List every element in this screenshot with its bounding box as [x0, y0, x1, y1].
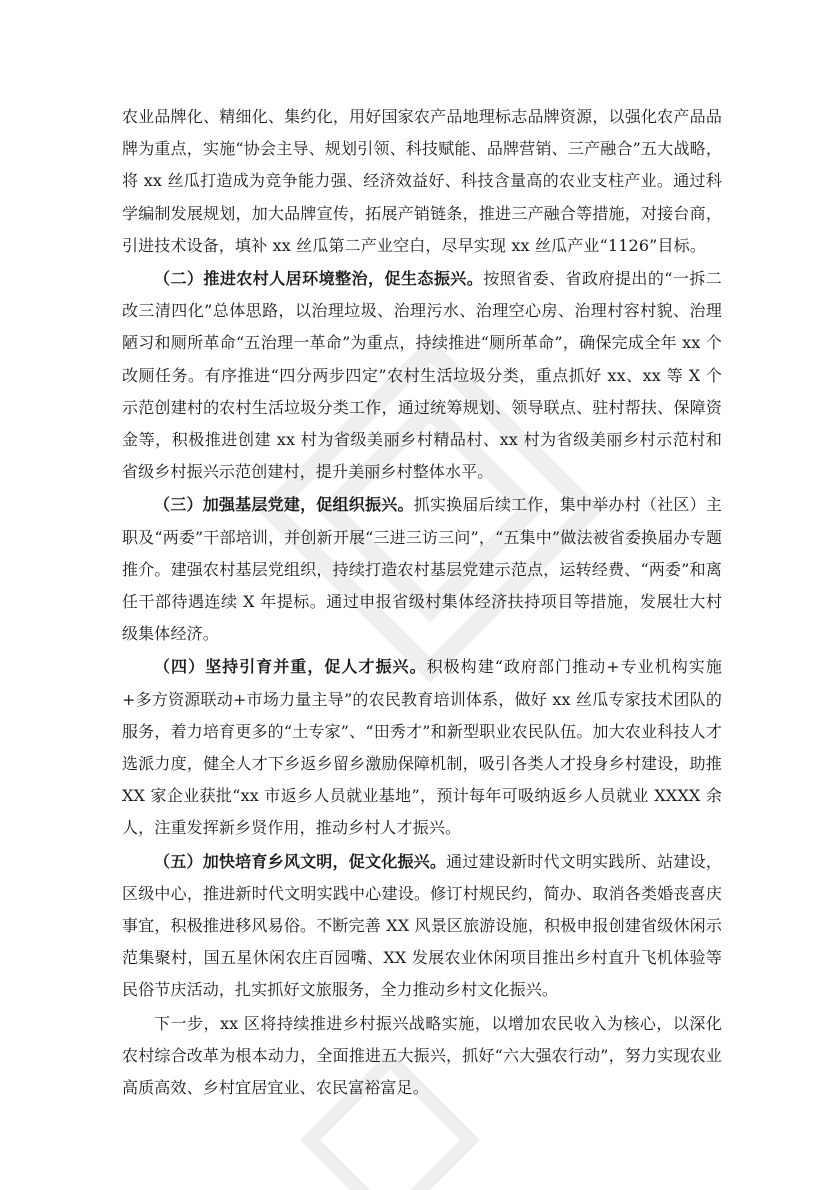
paragraph-text: 下一步，xx 区将持续推进乡村振兴战略实施，以增加农民收入为核心，以深化农村综合改革为根本动力，全面推进五大振兴，抓好“六大强农行动”，努力实现农业高质高效、乡村宜居宜业、农民富裕富足。: [122, 1013, 722, 1098]
section-heading-organization: （三）加强基层党建，促组织振兴。: [154, 495, 414, 515]
section-heading-ecology: （二）推进农村人居环境整治，促生态振兴。: [154, 269, 484, 289]
paragraph-text: 抓实换届后续工作，集中举办村（社区）主职及“两委”干部培训，并创新开展“三进三访三问”，“五集中”做法被省委换届办专题推介。建强农村基层党组织，持续打造农村基层党建示范点，运转经费、“两委”和离任干部待遇连续 X 年提标。通过申报省级村集体经济扶持项目等措施，发展壮大村级集体经济。: [122, 495, 722, 644]
paragraph-talent: [122, 651, 722, 844]
paragraph-text: 通过建设新时代文明实践所、站建设，区级中心，推进新时代文明实践中心建设。修订村规民约，简办、取消各类婚丧喜庆事宜，积极推进移风易俗。不断完善 XX 风景区旅游设施，积极申报创建省级休闲示范集聚村，国五星休闲农庄百园嘴、XX 发展农业休闲项目推出乡村直升飞机体验等民俗节庆活动，扎实抓好文旅服务，全力推动乡村文化振兴。: [122, 851, 722, 1000]
paragraph-next-steps: [122, 1008, 722, 1105]
section-heading-culture: （五）加快培育乡风文明，促文化振兴。: [154, 851, 447, 871]
paragraph-brand-strategy: [122, 101, 722, 262]
paragraph-text: 按照省委、省政府提出的“一拆二改三清四化”总体思路，以治理垃圾、治理污水、治理空心房、治理村容村貌、治理陋习和厕所革命“五治理一革命”为重点，持续推进“厕所革命”，确保完成全年 xx 个改厕任务。有序推进“四分两步四定”农村生活垃圾分类，重点抓好 xx、xx 等 X 个示范创建村的农村生活垃圾分类工作，通过统筹规划、领导联点、驻村帮扶、保障资金等，积极推进创建 xx 村为省级美丽乡村精品村、xx 村为省级美丽乡村示范村和省级乡村振兴示范创建村，提升美丽乡村整体水平。: [122, 269, 722, 482]
paragraph-text: 农业品牌化、精细化、集约化，用好国家农产品地理标志品牌资源，以强化农产品品牌为重点，实施“协会主导、规划引领、科技赋能、品牌营销、三产融合”五大战略，将 xx 丝瓜打造成为竞争能力强、经济效益好、科技含量高的农业支柱产业。通过科学编制发展规划，加大品牌宣传，拓展产销链条，推进三产融合等措施，对接台商，引进技术设备，填补 xx 丝瓜第二产业空白，尽早实现 xx 丝瓜产业“1126”目标。: [122, 107, 722, 255]
paragraph-culture: [122, 846, 722, 1007]
paragraph-organization: [122, 489, 722, 650]
paragraph-text: 积极构建“政府部门推动+专业机构实施+多方资源联动+市场力量主导”的农民教育培训体系，做好 xx 丝瓜专家技术团队的服务，着力培育更多的“土专家”、“田秀才”和新型职业农民队伍。加大农业科技人才选派力度，健全人才下乡返乡留乡激励保障机制，吸引各类人才投身乡村建设，助推 XX 家企业获批“xx 市返乡人员就业基地”，预计每年可吸纳返乡人员就业 XXXX 余人，注重发挥新乡贤作用，推动乡村人才振兴。: [122, 657, 722, 838]
section-heading-talent: （四）坚持引育并重，促人才振兴。: [154, 657, 427, 677]
document-body: [122, 101, 722, 1105]
paragraph-ecology: [122, 263, 722, 488]
